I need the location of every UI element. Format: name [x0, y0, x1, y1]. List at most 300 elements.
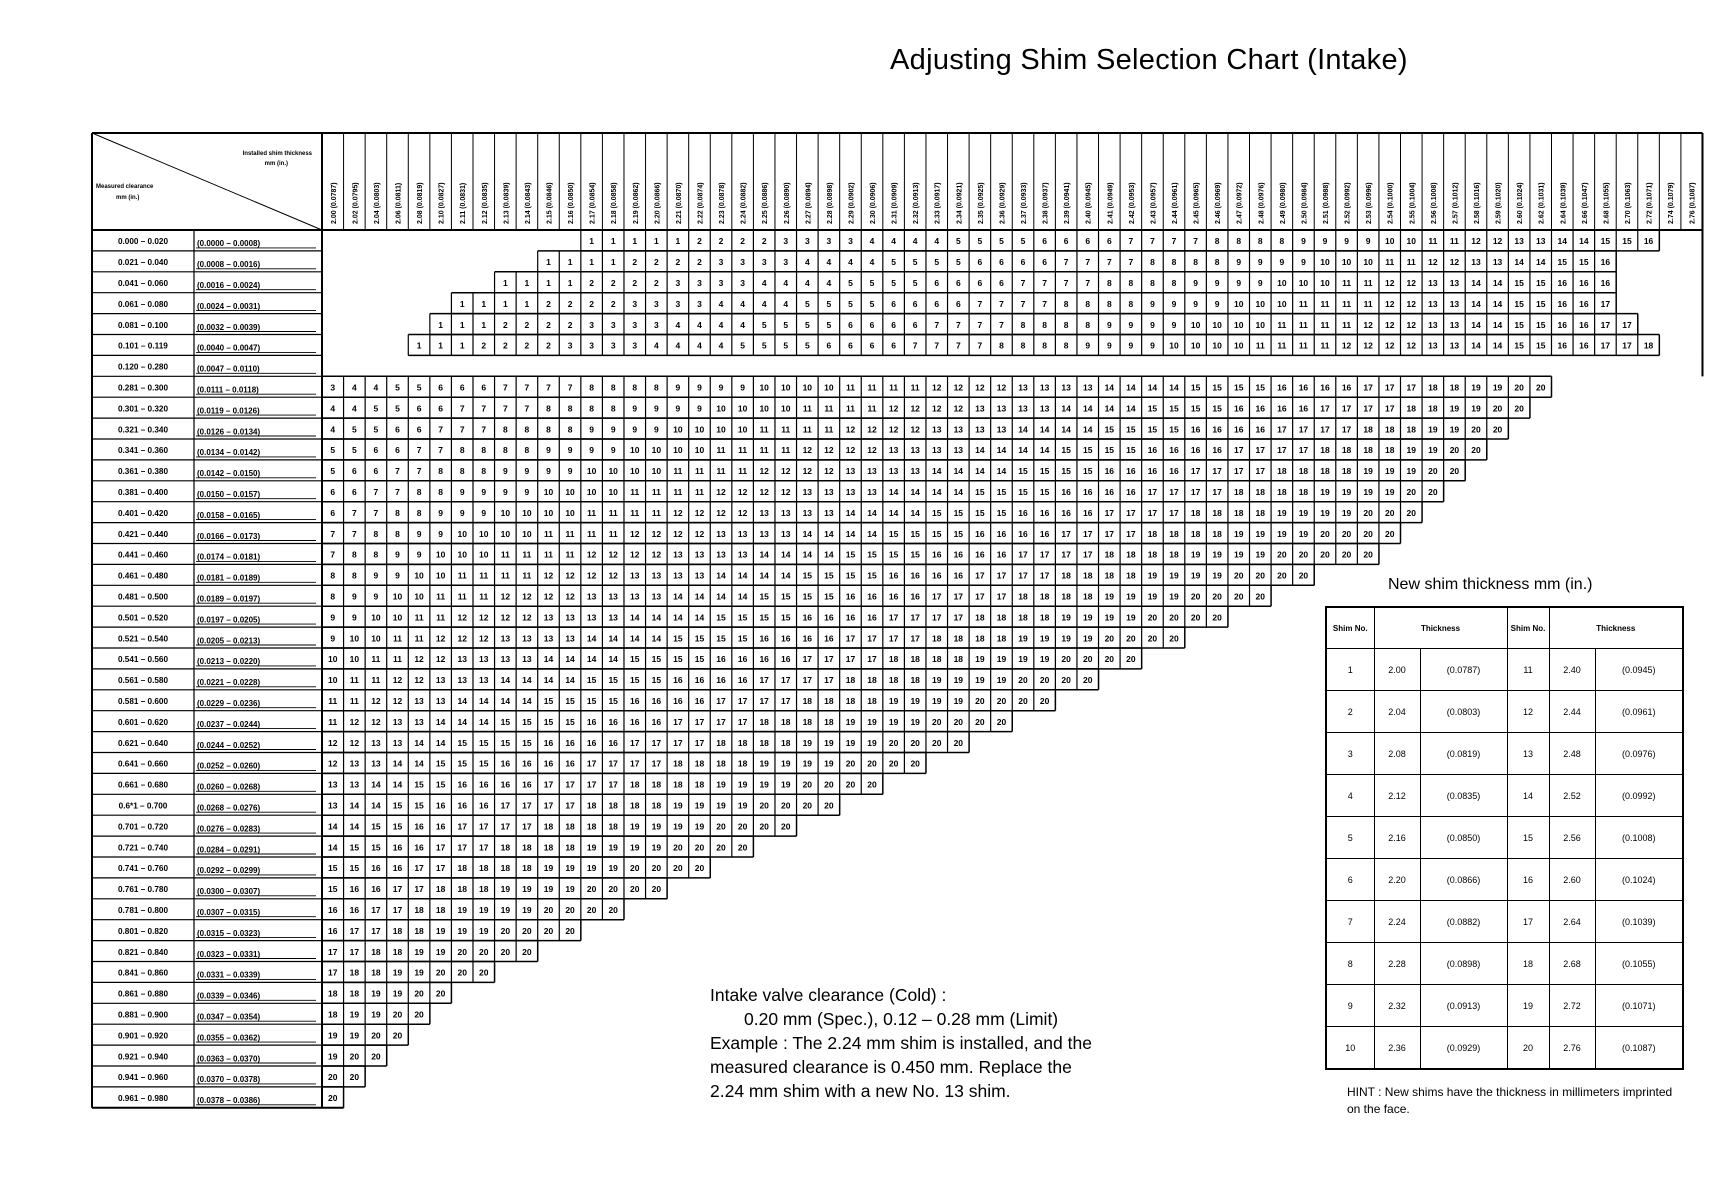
- shim-no-cell: 9: [1326, 985, 1374, 1027]
- shim-number-cell: 20: [1341, 528, 1352, 539]
- shim-number-cell: 10: [349, 654, 360, 665]
- shim-number-cell: 20: [1190, 612, 1201, 623]
- shim-number-cell: 12: [435, 633, 446, 644]
- shim-number-cell: 8: [481, 445, 487, 456]
- shim-number-cell: 19: [1233, 549, 1244, 560]
- shim-number-cell: 20: [371, 1030, 381, 1041]
- shim-no-cell: 15: [1507, 817, 1549, 859]
- column-header-label: 2.10 (0.0827): [438, 182, 446, 224]
- shim-number-cell: 4: [718, 340, 724, 351]
- shim-number-cell: 18: [888, 675, 899, 686]
- row-label-in: (0.0119 – 0.0126): [197, 406, 260, 416]
- shim-number-cell: 9: [330, 633, 336, 644]
- shim-number-cell: 8: [1279, 236, 1285, 247]
- shim-number-cell: 15: [759, 591, 769, 602]
- shim-number-cell: 18: [1384, 445, 1395, 456]
- shim-number-cell: 11: [371, 675, 381, 686]
- shim-number-cell: 15: [1126, 424, 1136, 435]
- shim-number-cell: 16: [1255, 424, 1266, 435]
- shim-number-cell: 10: [781, 403, 791, 414]
- shim-number-cell: 3: [718, 278, 724, 289]
- shim-number-cell: 18: [479, 863, 489, 874]
- shim-number-cell: 14: [975, 445, 985, 456]
- row-label-in: (0.0032 – 0.0039): [197, 322, 261, 332]
- shim-number-cell: 13: [500, 633, 511, 644]
- shim-number-cell: 13: [781, 528, 791, 539]
- shim-number-cell: 11: [824, 424, 834, 435]
- shim-number-cell: 16: [1255, 403, 1266, 414]
- shim-number-cell: 17: [371, 925, 381, 936]
- shim-number-cell: 13: [435, 675, 446, 686]
- shim-number-cell: 2: [567, 298, 573, 309]
- shim-number-cell: 20: [565, 925, 575, 936]
- shim-number-cell: 16: [694, 675, 705, 686]
- row-label-mm: 0.301 – 0.320: [117, 404, 169, 414]
- shim-number-cell: 11: [1428, 236, 1438, 247]
- shim-number-cell: 20: [975, 696, 985, 707]
- shim-number-cell: 17: [996, 570, 1007, 581]
- shim-number-cell: 13: [975, 424, 985, 435]
- thickness-in-cell: (0.0819): [1420, 733, 1507, 775]
- shim-number-cell: 18: [1018, 612, 1028, 623]
- shim-number-cell: 19: [1061, 633, 1071, 644]
- shim-number-cell: 7: [977, 319, 983, 330]
- shim-number-cell: 14: [996, 445, 1007, 456]
- shim-number-cell: 11: [759, 445, 769, 456]
- column-header-label: 2.72 (0.1071): [1646, 182, 1654, 224]
- shim-number-cell: 15: [1514, 340, 1524, 351]
- shim-number-cell: 4: [373, 382, 379, 393]
- shim-number-cell: 14: [500, 696, 511, 707]
- shim-number-cell: 10: [543, 507, 554, 518]
- thickness-mm-cell: 2.12: [1374, 775, 1420, 817]
- shim-number-cell: 14: [888, 487, 899, 498]
- shim-number-cell: 12: [414, 654, 424, 665]
- shim-number-cell: 20: [975, 716, 985, 727]
- shim-number-cell: 7: [481, 424, 487, 435]
- column-header-label: 2.37 (0.0933): [1021, 182, 1029, 224]
- shim-number-cell: 11: [1385, 257, 1395, 268]
- shim-number-cell: 5: [804, 298, 810, 309]
- shim-number-cell: 16: [1600, 257, 1611, 268]
- shim-number-cell: 13: [996, 424, 1007, 435]
- shim-number-cell: 12: [500, 591, 511, 602]
- shim-number-cell: 9: [481, 507, 487, 518]
- shim-number-cell: 9: [1279, 257, 1285, 268]
- shim-number-cell: 12: [630, 528, 640, 539]
- new-shim-row: [1326, 817, 1683, 859]
- shim-number-cell: 17: [673, 737, 683, 748]
- shim-number-cell: 11: [543, 528, 553, 539]
- shim-number-cell: 12: [953, 403, 964, 414]
- shim-number-cell: 12: [608, 549, 618, 560]
- shim-number-cell: 20: [996, 696, 1007, 707]
- shim-number-cell: 18: [435, 905, 446, 916]
- shim-number-cell: 13: [392, 737, 403, 748]
- thickness-mm-cell: 2.24: [1374, 901, 1420, 943]
- shim-number-cell: 14: [1039, 445, 1050, 456]
- shim-number-cell: 18: [1212, 507, 1222, 518]
- shim-number-cell: 14: [392, 779, 403, 790]
- shim-number-cell: 6: [1063, 236, 1069, 247]
- shim-number-cell: 12: [802, 445, 813, 456]
- shim-number-cell: 17: [392, 905, 403, 916]
- shim-number-cell: 5: [869, 278, 875, 289]
- thickness-in-cell: (0.0898): [1420, 943, 1507, 985]
- shim-number-cell: 13: [824, 507, 834, 518]
- shim-number-cell: 15: [910, 549, 920, 560]
- row-label-mm: 0.961 – 0.980: [117, 1094, 169, 1104]
- shim-number-cell: 8: [567, 403, 573, 414]
- thickness-mm-cell: 2.32: [1374, 985, 1420, 1027]
- shim-number-cell: 8: [1193, 257, 1198, 268]
- shim-number-cell: 18: [1126, 570, 1136, 581]
- row-label-in: (0.0276 – 0.0283): [197, 824, 261, 834]
- shim-number-cell: 17: [932, 591, 942, 602]
- shim-number-cell: 12: [845, 424, 856, 435]
- shim-number-cell: 18: [867, 696, 877, 707]
- shim-number-cell: 20: [328, 1093, 338, 1104]
- shim-number-cell: 11: [1342, 319, 1352, 330]
- shim-number-cell: 2: [653, 257, 659, 268]
- column-header-label: 2.76 (0.1087): [1689, 182, 1697, 224]
- shim-number-cell: 20: [1320, 528, 1330, 539]
- shim-number-cell: 13: [694, 570, 705, 581]
- shim-number-cell: 17: [888, 612, 899, 623]
- shim-number-cell: 15: [867, 570, 877, 581]
- shim-number-cell: 12: [888, 403, 899, 414]
- shim-number-cell: 5: [373, 424, 379, 435]
- shim-number-cell: 15: [1535, 278, 1546, 289]
- clearance-notes: [710, 983, 1230, 1103]
- shim-number-cell: 3: [610, 340, 616, 351]
- shim-number-cell: 19: [1039, 633, 1050, 644]
- shim-number-cell: 17: [845, 654, 856, 665]
- shim-number-cell: 18: [888, 654, 899, 665]
- shim-number-cell: 1: [610, 257, 616, 268]
- shim-number-cell: 7: [524, 382, 530, 393]
- shim-number-cell: 8: [373, 528, 379, 539]
- shim-number-cell: 20: [1535, 382, 1546, 393]
- shim-number-cell: 14: [328, 842, 338, 853]
- shim-number-cell: 13: [1039, 382, 1050, 393]
- shim-number-cell: 16: [673, 696, 683, 707]
- shim-number-cell: 7: [459, 403, 465, 414]
- shim-number-cell: 18: [1061, 591, 1071, 602]
- shim-number-cell: 8: [1020, 340, 1026, 351]
- shim-number-cell: 15: [1018, 487, 1028, 498]
- shim-number-cell: 7: [955, 340, 961, 351]
- shim-number-cell: 19: [565, 863, 575, 874]
- shim-number-cell: 12: [1384, 340, 1395, 351]
- shim-number-cell: 6: [438, 403, 444, 414]
- shim-number-cell: 15: [1169, 403, 1179, 414]
- shim-no-header: Shim No.: [1507, 607, 1549, 649]
- shim-number-cell: 19: [1341, 507, 1352, 518]
- thickness-in-cell: (0.0945): [1595, 649, 1683, 691]
- shim-number-cell: 8: [999, 340, 1004, 351]
- shim-number-cell: 19: [586, 842, 597, 853]
- shim-number-cell: 14: [522, 696, 532, 707]
- shim-number-cell: 20: [500, 925, 511, 936]
- shim-number-cell: 14: [1535, 257, 1546, 268]
- new-shim-row: [1326, 733, 1683, 775]
- shim-number-cell: 16: [435, 800, 446, 811]
- shim-number-cell: 11: [694, 487, 704, 498]
- shim-number-cell: 19: [1255, 549, 1266, 560]
- shim-number-cell: 6: [330, 507, 336, 518]
- shim-number-cell: 17: [867, 633, 877, 644]
- shim-number-cell: 14: [435, 737, 446, 748]
- shim-number-cell: 18: [1320, 466, 1330, 477]
- shim-number-cell: 20: [867, 758, 877, 769]
- shim-number-cell: 17: [716, 696, 726, 707]
- shim-number-cell: 13: [1018, 382, 1028, 393]
- thickness-in-cell: (0.0882): [1420, 901, 1507, 943]
- shim-number-cell: 15: [673, 633, 683, 644]
- shim-number-cell: 8: [1236, 236, 1242, 247]
- shim-number-cell: 15: [1622, 236, 1632, 247]
- shim-number-cell: 18: [1341, 466, 1352, 477]
- shim-number-cell: 7: [955, 319, 961, 330]
- shim-number-cell: 15: [651, 654, 662, 665]
- shim-number-cell: 8: [1128, 298, 1134, 309]
- row-label-mm: 0.561 – 0.580: [117, 676, 169, 686]
- row-label-in: (0.0008 – 0.0016): [197, 260, 261, 270]
- shim-number-cell: 14: [1514, 257, 1524, 268]
- row-label-in: (0.0150 – 0.0157): [197, 490, 261, 500]
- shim-number-cell: 10: [608, 487, 618, 498]
- shim-number-cell: 12: [1406, 278, 1417, 289]
- column-header-label: 2.41 (0.0949): [1107, 182, 1115, 224]
- shim-number-cell: 6: [912, 319, 918, 330]
- shim-number-cell: 15: [630, 654, 640, 665]
- shim-number-cell: 10: [781, 382, 791, 393]
- shim-number-cell: 20: [673, 863, 683, 874]
- shim-number-cell: 17: [1363, 382, 1373, 393]
- shim-number-cell: 18: [371, 967, 381, 978]
- shim-number-cell: 1: [481, 319, 487, 330]
- shim-number-cell: 19: [500, 884, 511, 895]
- shim-number-cell: 20: [392, 1030, 403, 1041]
- shim-number-cell: 13: [630, 591, 640, 602]
- shim-number-cell: 14: [716, 570, 726, 581]
- shim-number-cell: 7: [1171, 236, 1177, 247]
- shim-number-cell: 16: [1190, 424, 1201, 435]
- row-label-in: (0.0166 – 0.0173): [197, 531, 261, 541]
- shim-number-cell: 16: [1557, 298, 1568, 309]
- shim-number-cell: 13: [1428, 319, 1438, 330]
- shim-number-cell: 3: [632, 319, 638, 330]
- shim-number-cell: 13: [1061, 382, 1071, 393]
- shim-number-cell: 9: [589, 445, 594, 456]
- column-header-label: 2.00 (0.0787): [330, 182, 338, 224]
- shim-number-cell: 19: [1190, 549, 1201, 560]
- shim-number-cell: 17: [1169, 487, 1179, 498]
- shim-number-cell: 15: [522, 737, 532, 748]
- row-label-in: (0.0237 – 0.0244): [197, 719, 261, 729]
- shim-number-cell: 6: [912, 298, 918, 309]
- shim-number-cell: 15: [543, 696, 554, 707]
- shim-number-cell: 17: [759, 675, 769, 686]
- shim-number-cell: 7: [1193, 236, 1198, 247]
- shim-number-cell: 1: [589, 257, 594, 268]
- shim-number-cell: 5: [783, 319, 789, 330]
- shim-number-cell: 17: [349, 925, 360, 936]
- thickness-in-cell: (0.1087): [1595, 1027, 1683, 1070]
- shim-number-cell: 16: [888, 591, 899, 602]
- row-label-in: (0.0300 – 0.0307): [197, 887, 261, 897]
- shim-number-cell: 20: [543, 905, 554, 916]
- shim-number-cell: 13: [975, 403, 985, 414]
- shim-number-cell: 11: [1320, 340, 1330, 351]
- row-label-mm: 0.781 – 0.800: [117, 906, 169, 916]
- shim-number-cell: 17: [1233, 445, 1244, 456]
- row-label-in: (0.0221 – 0.0228): [197, 678, 261, 688]
- shim-number-cell: 8: [610, 403, 616, 414]
- shim-number-cell: 12: [888, 424, 899, 435]
- hint-text: HINT : New shims have the thickness in millimeters imprinted on the face.: [1347, 1085, 1673, 1116]
- shim-number-cell: 13: [328, 779, 338, 790]
- shim-number-cell: 7: [481, 403, 487, 414]
- shim-number-cell: 18: [1190, 507, 1201, 518]
- shim-number-cell: 1: [653, 236, 659, 247]
- shim-number-cell: 15: [1255, 382, 1266, 393]
- shim-number-cell: 6: [395, 445, 400, 456]
- shim-number-cell: 16: [845, 612, 856, 623]
- shim-number-cell: 19: [1449, 424, 1460, 435]
- shim-no-header: Shim No.: [1326, 607, 1374, 649]
- shim-number-cell: 19: [996, 675, 1007, 686]
- shim-number-cell: 15: [349, 863, 360, 874]
- shim-number-cell: 20: [479, 967, 489, 978]
- shim-number-cell: 13: [867, 466, 877, 477]
- shim-number-cell: 9: [589, 424, 594, 435]
- shim-number-cell: 2: [567, 319, 573, 330]
- row-label-in: (0.0315 – 0.0323): [197, 928, 261, 938]
- shim-number-cell: 6: [869, 319, 875, 330]
- shim-number-cell: 17: [737, 716, 748, 727]
- shim-number-cell: 6: [1042, 257, 1047, 268]
- shim-number-cell: 10: [414, 570, 424, 581]
- shim-number-cell: 18: [673, 758, 683, 769]
- thickness-in-cell: (0.0913): [1420, 985, 1507, 1027]
- shim-number-cell: 10: [802, 382, 813, 393]
- new-shim-row: [1326, 1027, 1683, 1070]
- row-label-in: (0.0323 – 0.0331): [197, 949, 261, 959]
- shim-number-cell: 8: [1106, 278, 1112, 289]
- shim-number-cell: 6: [977, 257, 983, 268]
- column-header-label: 2.64 (0.1039): [1560, 182, 1568, 224]
- column-header-label: 2.21 (0.0870): [675, 182, 683, 224]
- shim-number-cell: 18: [802, 696, 813, 707]
- shim-number-cell: 9: [438, 528, 444, 539]
- shim-number-cell: 5: [761, 340, 767, 351]
- shim-number-cell: 16: [1212, 424, 1222, 435]
- shim-number-cell: 12: [1406, 298, 1417, 309]
- shim-number-cell: 17: [479, 842, 489, 853]
- shim-number-cell: 18: [608, 821, 618, 832]
- shim-number-cell: 9: [718, 382, 724, 393]
- shim-number-cell: 4: [869, 236, 875, 247]
- shim-number-cell: 12: [457, 612, 467, 623]
- shim-number-cell: 4: [330, 424, 336, 435]
- shim-number-cell: 3: [826, 236, 832, 247]
- shim-number-cell: 20: [1061, 654, 1071, 665]
- shim-number-cell: 1: [524, 298, 530, 309]
- shim-number-cell: 19: [651, 842, 662, 853]
- shim-number-cell: 7: [373, 507, 379, 518]
- shim-number-cell: 16: [867, 612, 877, 623]
- shim-number-cell: 9: [567, 466, 573, 477]
- shim-number-cell: 9: [524, 487, 530, 498]
- shim-number-cell: 17: [1298, 445, 1309, 456]
- shim-number-cell: 20: [1083, 675, 1093, 686]
- shim-number-cell: 19: [522, 884, 532, 895]
- shim-number-cell: 12: [651, 549, 662, 560]
- shim-number-cell: 18: [953, 633, 964, 644]
- shim-number-cell: 11: [328, 696, 338, 707]
- shim-number-cell: 10: [522, 528, 532, 539]
- shim-number-cell: 2: [502, 340, 508, 351]
- shim-number-cell: 20: [651, 884, 662, 895]
- column-header-label: 2.25 (0.0886): [762, 182, 770, 224]
- shim-number-cell: 18: [543, 842, 554, 853]
- shim-number-cell: 5: [351, 424, 357, 435]
- shim-number-cell: 9: [395, 570, 400, 581]
- shim-number-cell: 16: [349, 884, 360, 895]
- shim-number-cell: 15: [543, 716, 554, 727]
- shim-number-cell: 15: [608, 696, 618, 707]
- shim-number-cell: 2: [718, 236, 724, 247]
- new-shim-row: [1326, 901, 1683, 943]
- shim-number-cell: 11: [371, 654, 381, 665]
- shim-number-cell: 8: [438, 466, 444, 477]
- shim-number-cell: 17: [802, 654, 813, 665]
- shim-number-cell: 15: [457, 737, 467, 748]
- shim-number-cell: 9: [610, 424, 616, 435]
- shim-number-cell: 15: [457, 758, 467, 769]
- shim-number-cell: 16: [694, 696, 705, 707]
- shim-number-cell: 14: [888, 507, 899, 518]
- shim-number-cell: 1: [675, 236, 681, 247]
- shim-number-cell: 17: [1018, 549, 1028, 560]
- column-header-label: 2.32 (0.0913): [913, 182, 921, 224]
- shim-number-cell: 11: [392, 633, 402, 644]
- shim-number-cell: 13: [1083, 382, 1093, 393]
- shim-number-cell: 13: [479, 654, 489, 665]
- shim-number-cell: 15: [586, 696, 597, 707]
- shim-number-cell: 17: [371, 905, 381, 916]
- shim-number-cell: 19: [716, 779, 726, 790]
- thickness-mm-cell: 2.08: [1374, 733, 1420, 775]
- shim-number-cell: 20: [1212, 612, 1222, 623]
- notes-example-line: Example : The 2.24 mm shim is installed, and the: [710, 1033, 1092, 1053]
- shim-number-cell: 9: [1236, 257, 1242, 268]
- shim-number-cell: 12: [1471, 236, 1481, 247]
- shim-number-cell: 20: [608, 884, 618, 895]
- column-header-label: 2.19 (0.0862): [632, 182, 640, 224]
- shim-number-cell: 10: [630, 466, 640, 477]
- shim-number-cell: 11: [781, 445, 791, 456]
- shim-number-cell: 7: [977, 298, 983, 309]
- shim-number-cell: 16: [824, 633, 834, 644]
- shim-number-cell: 19: [328, 1030, 338, 1041]
- shim-number-cell: 7: [416, 466, 422, 477]
- shim-number-cell: 7: [999, 298, 1004, 309]
- shim-number-cell: 9: [675, 382, 681, 393]
- shim-number-cell: 17: [1255, 466, 1266, 477]
